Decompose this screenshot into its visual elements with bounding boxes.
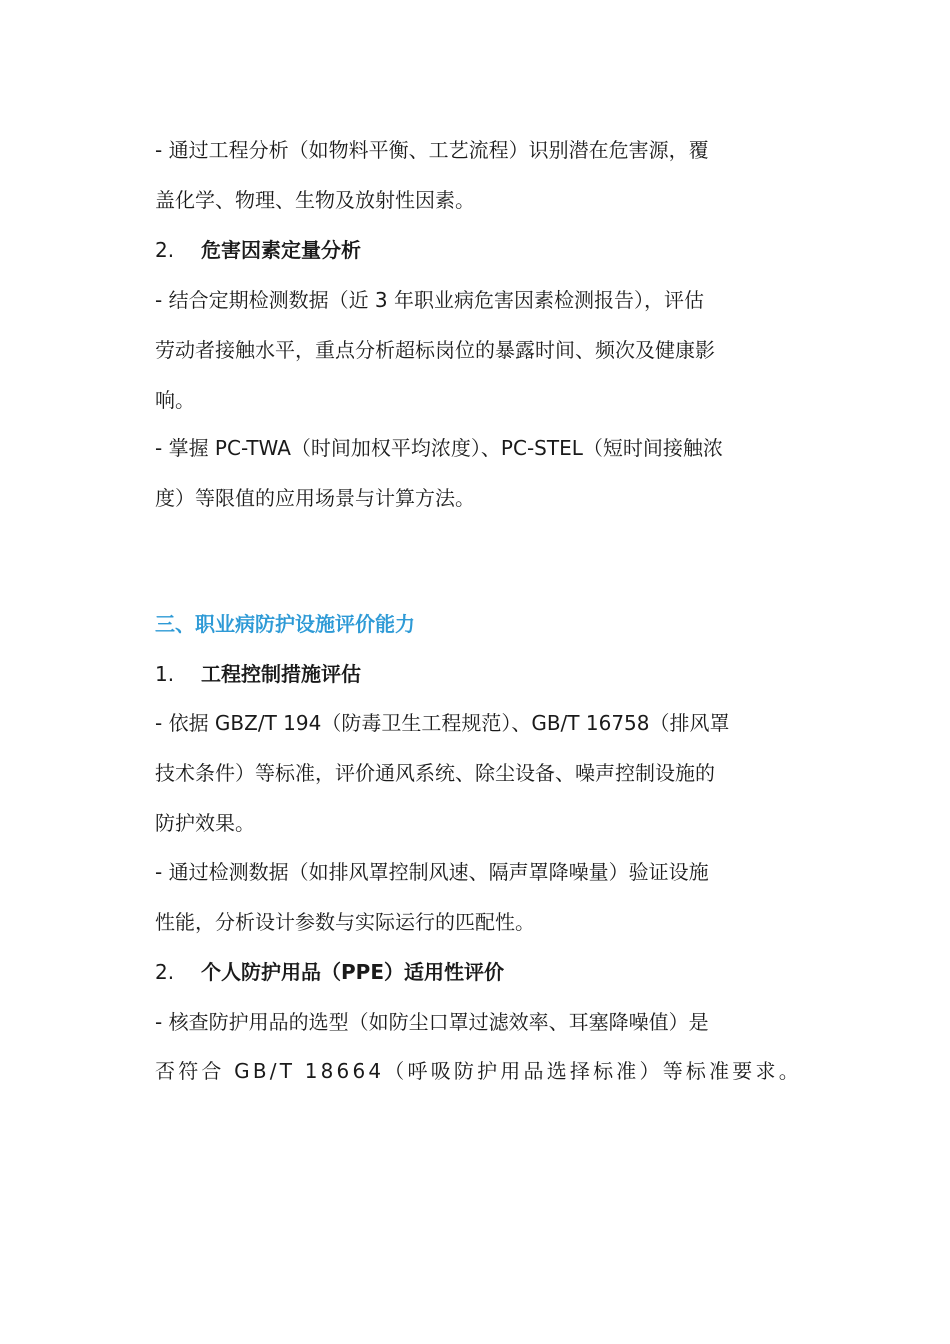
heading-number: 2. bbox=[155, 960, 175, 984]
paragraph-line: - 结合定期检测数据（近 3 年职业病危害因素检测报告），评估 bbox=[155, 288, 705, 312]
paragraph-line: 否符合 GB/T 18664（呼吸防护用品选择标准）等标准要求。 bbox=[155, 1059, 802, 1083]
subsection-heading bbox=[155, 660, 361, 688]
heading-title: 危害因素定量分析 bbox=[201, 238, 361, 262]
paragraph-line: - 通过检测数据（如排风罩控制风速、隔声罩降噪量）验证设施 bbox=[155, 860, 709, 884]
paragraph-line: 防护效果。 bbox=[155, 811, 255, 835]
section-title: 三、职业病防护设施评价能力 bbox=[155, 612, 415, 636]
paragraph-line: - 掌握 PC-TWA（时间加权平均浓度）、PC-STEL（短时间接触浓 bbox=[155, 436, 723, 460]
subsection-heading bbox=[155, 958, 504, 986]
paragraph-line: - 通过工程分析（如物料平衡、工艺流程）识别潜在危害源，覆 bbox=[155, 138, 709, 162]
paragraph-line: 响。 bbox=[155, 388, 195, 412]
heading-number: 1. bbox=[155, 662, 175, 686]
paragraph-line: - 核查防护用品的选型（如防尘口罩过滤效率、耳塞降噪值）是 bbox=[155, 1010, 709, 1034]
paragraph-line: 度）等限值的应用场景与计算方法。 bbox=[155, 486, 475, 510]
paragraph-line: - 依据 GBZ/T 194（防毒卫生工程规范）、GB/T 16758（排风罩 bbox=[155, 711, 730, 735]
paragraph-line: 技术条件）等标准，评价通风系统、除尘设备、噪声控制设施的 bbox=[155, 761, 715, 785]
subsection-heading bbox=[155, 236, 361, 264]
paragraph-line: 劳动者接触水平，重点分析超标岗位的暴露时间、频次及健康影 bbox=[155, 338, 715, 362]
heading-title: 工程控制措施评估 bbox=[201, 662, 361, 686]
paragraph-line: 盖化学、物理、生物及放射性因素。 bbox=[155, 188, 475, 212]
paragraph-line: 性能，分析设计参数与实际运行的匹配性。 bbox=[155, 910, 535, 934]
heading-title: 个人防护用品（PPE）适用性评价 bbox=[201, 960, 504, 984]
heading-number: 2. bbox=[155, 238, 175, 262]
